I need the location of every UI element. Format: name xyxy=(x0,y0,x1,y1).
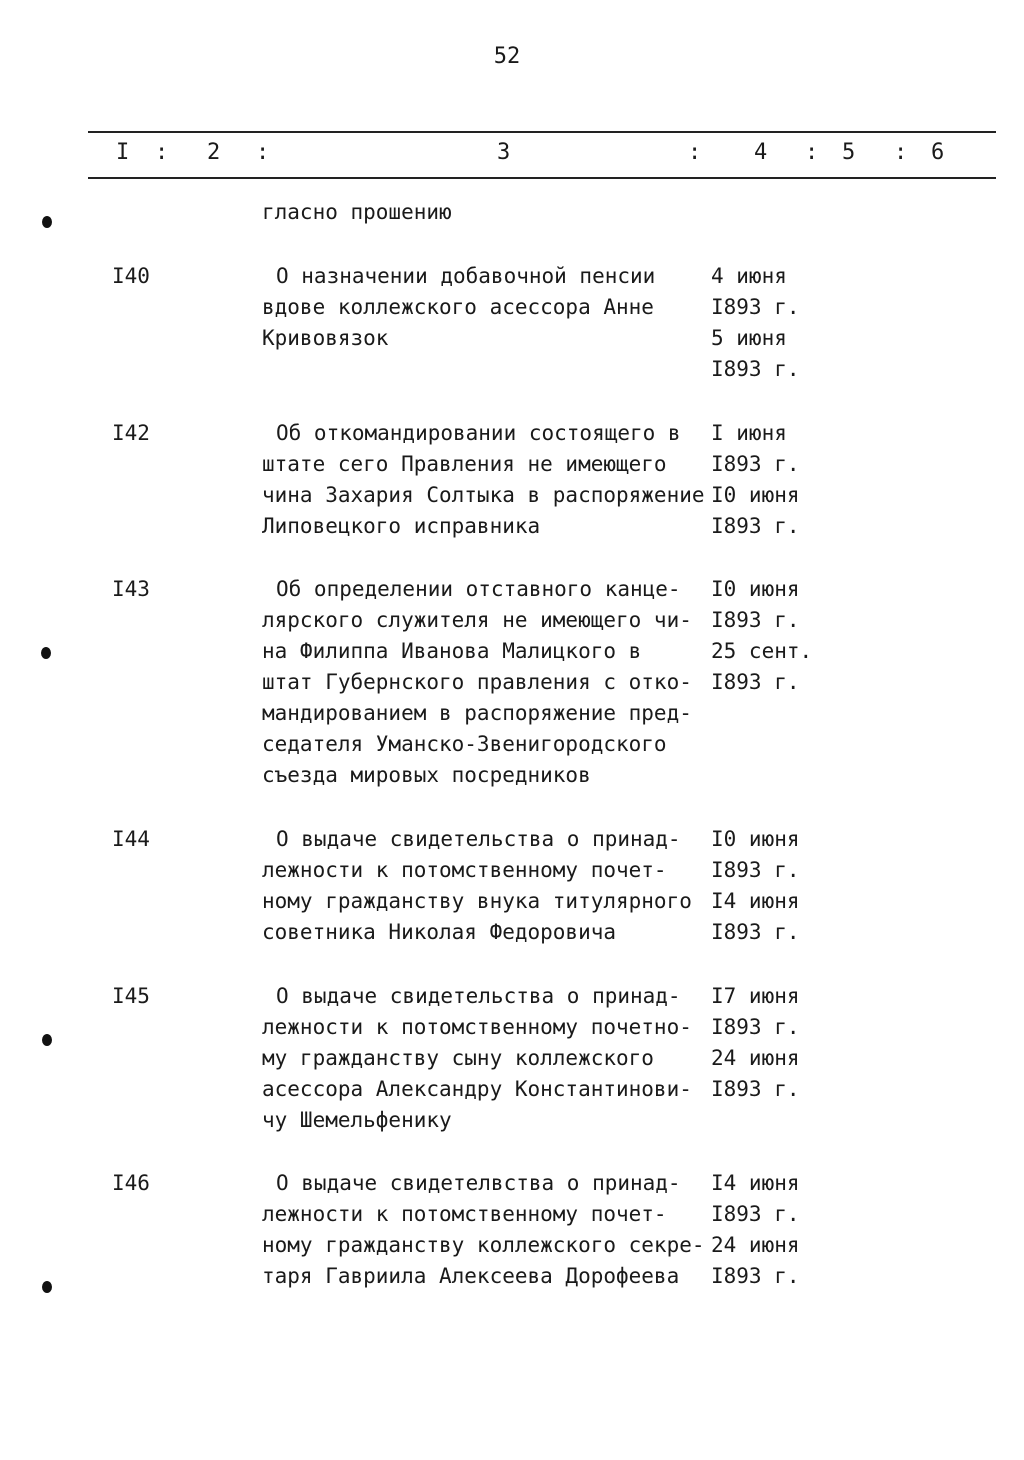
description-line: Кривовязок xyxy=(262,326,389,350)
continuation-text: гласно прошению xyxy=(262,200,452,224)
punch-hole xyxy=(42,216,52,228)
column-header-3: 3 xyxy=(497,140,511,165)
description-line: му гражданству сыну коллежского xyxy=(262,1046,654,1070)
description-line: ному гражданству внука титулярного xyxy=(262,889,692,913)
column-header-6: 6 xyxy=(931,140,945,165)
description-line: лярского служителя не имеющего чи- xyxy=(262,608,692,632)
column-header-2: 2 xyxy=(207,140,221,165)
description-line: съезда мировых посредников xyxy=(262,763,591,787)
description-line: советника Николая Федоровича xyxy=(262,920,617,944)
column-header-1: I xyxy=(116,140,130,165)
entry-dates xyxy=(711,981,831,1105)
column-header-4: 4 xyxy=(754,140,768,165)
date-line: 5 июня xyxy=(711,326,787,350)
date-line: I893 г. xyxy=(711,1202,800,1226)
column-separator: : xyxy=(805,140,819,165)
date-line: 25 сент. xyxy=(711,639,813,663)
date-line: I893 г. xyxy=(711,858,800,882)
date-line: I893 г. xyxy=(711,670,800,694)
entry-number: I42 xyxy=(112,421,150,445)
date-line: I893 г. xyxy=(711,1077,800,1101)
description-line: вдове коллежского асессора Анне xyxy=(262,295,654,319)
date-line: 24 июня xyxy=(711,1233,800,1257)
description-line: чина Захария Солтыка в распоряжение xyxy=(262,483,705,507)
column-header-row xyxy=(0,140,1024,170)
date-line: I893 г. xyxy=(711,920,800,944)
column-separator: : xyxy=(155,140,169,165)
entry-dates xyxy=(711,261,831,385)
description-line: на Филиппа Иванова Малицкого в xyxy=(262,639,642,663)
punch-hole xyxy=(42,1281,52,1293)
entry-dates xyxy=(711,824,831,948)
date-line: I0 июня xyxy=(711,827,800,851)
column-separator: : xyxy=(256,140,270,165)
entry-description xyxy=(262,418,712,542)
description-line: ному гражданству коллежского секре- xyxy=(262,1233,705,1257)
date-line: I893 г. xyxy=(711,295,800,319)
entry-dates xyxy=(711,1168,831,1292)
entry-number: I40 xyxy=(112,264,150,288)
date-line: I0 июня xyxy=(711,483,800,507)
date-line: 4 июня xyxy=(711,264,787,288)
description-line: О выдаче свидетельства о принад- xyxy=(276,984,681,1008)
punch-hole xyxy=(41,647,51,659)
description-line: мандированием в распоряжение пред- xyxy=(262,701,692,725)
date-line: I0 июня xyxy=(711,577,800,601)
description-line: лежности к потомственному почет- xyxy=(262,858,667,882)
description-line: Об откомандировании состоящего в xyxy=(276,421,681,445)
description-line: лежности к потомственному почетно- xyxy=(262,1015,692,1039)
entry-description xyxy=(262,261,712,354)
date-line: 24 июня xyxy=(711,1046,800,1070)
entry-number: I46 xyxy=(112,1171,150,1195)
description-line: чу Шемельфенику xyxy=(262,1108,452,1132)
date-line: I893 г. xyxy=(711,608,800,632)
date-line: I893 г. xyxy=(711,1264,800,1288)
description-line: Липовецкого исправника xyxy=(262,514,541,538)
entry-number: I45 xyxy=(112,984,150,1008)
description-line: штате сего Правления не имеющего xyxy=(262,452,667,476)
date-line: I июня xyxy=(711,421,787,445)
entry-description xyxy=(262,574,712,791)
description-line: Об определении отставного канце- xyxy=(276,577,681,601)
description-line: О выдаче свидетелвства о принад- xyxy=(276,1171,681,1195)
date-line: I7 июня xyxy=(711,984,800,1008)
description-line: таря Гавриила Алексеева Дорофеева xyxy=(262,1264,680,1288)
description-line: О выдаче свидетельства о принад- xyxy=(276,827,681,851)
page-number: 52 xyxy=(493,44,521,69)
entry-description xyxy=(262,981,712,1136)
description-line: седателя Уманско-Звенигородского xyxy=(262,732,667,756)
entry-number: I43 xyxy=(112,577,150,601)
date-line: I893 г. xyxy=(711,514,800,538)
punch-hole xyxy=(42,1034,52,1046)
column-header-5: 5 xyxy=(842,140,856,165)
date-line: I893 г. xyxy=(711,1015,800,1039)
description-line: О назначении добавочной пенсии xyxy=(276,264,656,288)
date-line: I4 июня xyxy=(711,1171,800,1195)
description-line: асессора Александру Константинови- xyxy=(262,1077,692,1101)
column-separator: : xyxy=(688,140,702,165)
description-line: штат Губернского правления с отко- xyxy=(262,670,692,694)
entry-description xyxy=(262,824,712,948)
entry-dates xyxy=(711,418,831,542)
date-line: I4 июня xyxy=(711,889,800,913)
header-rule-top xyxy=(88,131,996,133)
date-line: I893 г. xyxy=(711,357,800,381)
entry-dates xyxy=(711,574,831,698)
description-line: лежности к потомственному почет- xyxy=(262,1202,667,1226)
entry-number: I44 xyxy=(112,827,150,851)
entry-description xyxy=(262,1168,712,1292)
date-line: I893 г. xyxy=(711,452,800,476)
header-rule-bottom xyxy=(88,177,996,179)
column-separator: : xyxy=(894,140,908,165)
